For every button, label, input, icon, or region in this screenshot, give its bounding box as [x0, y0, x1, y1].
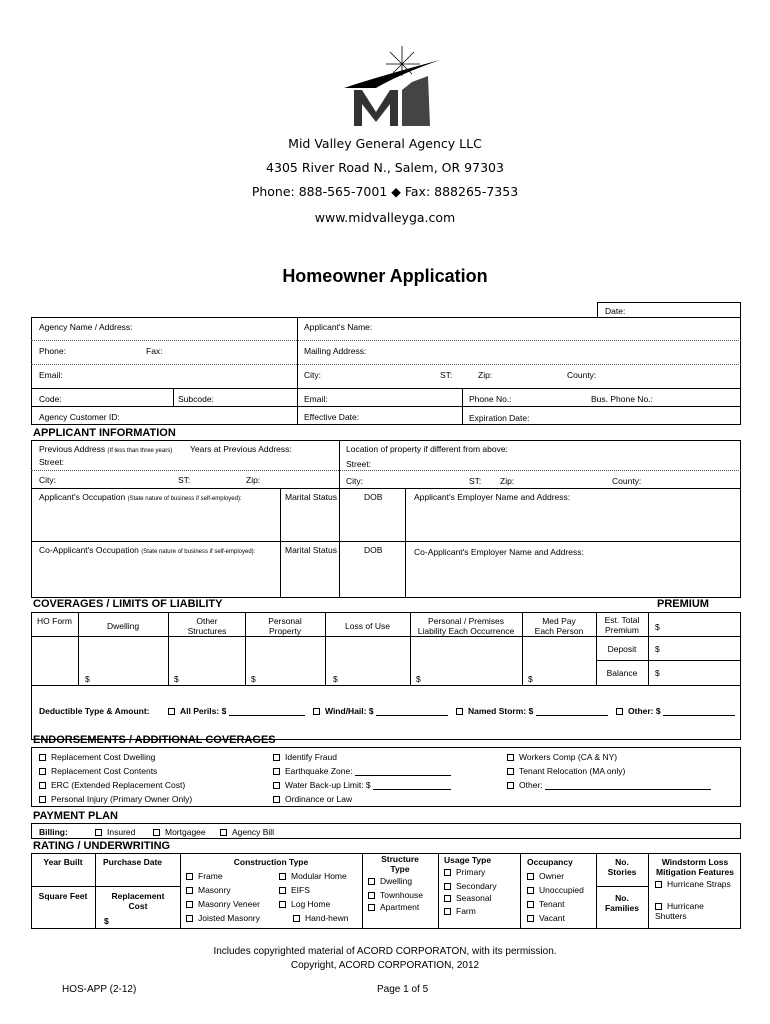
property-zip-label: Zip:: [500, 476, 515, 486]
construction-checkbox[interactable]: [293, 915, 300, 922]
usage-farm[interactable]: Farm: [444, 906, 476, 916]
construction-modular[interactable]: Modular Home: [279, 871, 347, 881]
page-number: Page 1 of 5: [377, 984, 429, 995]
usage-checkbox[interactable]: [444, 895, 451, 902]
occupancy-header: Occupancy: [527, 857, 573, 867]
occupancy-owner[interactable]: Owner: [527, 871, 564, 881]
hurricane-shutters-option[interactable]: Hurricane Shutters: [655, 901, 704, 921]
named-storm-option[interactable]: Named Storm: $: [456, 706, 608, 716]
company-logo: [340, 42, 450, 128]
endorsement-water-backup[interactable]: Water Back-up Limit: $: [273, 780, 451, 790]
endorsement-other[interactable]: Other:: [507, 780, 711, 790]
company-name: Mid Valley General Agency LLC: [288, 136, 482, 151]
construction-log-home[interactable]: Log Home: [279, 899, 330, 909]
billing-mortgagee-checkbox[interactable]: [153, 829, 160, 836]
endorsement-checkbox[interactable]: [273, 768, 280, 775]
replacement-cost-dollar: $: [104, 916, 109, 926]
dwelling-header: Dwelling: [106, 621, 140, 631]
endorsement-checkbox[interactable]: [273, 796, 280, 803]
endorsement-workers-comp[interactable]: Workers Comp (CA & NY): [507, 752, 617, 762]
occupancy-checkbox[interactable]: [527, 901, 534, 908]
construction-hand-hewn[interactable]: Hand-hewn: [293, 913, 348, 923]
structure-checkbox[interactable]: [368, 878, 375, 885]
deductible-label: Deductible Type & Amount:: [39, 706, 150, 716]
billing-mortgagee[interactable]: Mortgagee: [153, 827, 206, 837]
mailing-address-label: Mailing Address:: [304, 346, 367, 356]
med-pay-header: Med Pay Each Person: [534, 616, 584, 636]
company-phone: Phone: 888-565-7001 ◆ Fax: 888265-7353: [251, 184, 519, 199]
structure-checkbox[interactable]: [368, 904, 375, 911]
copyright-line-1: Includes copyrighted material of ACORD CORPORATON, with its permission.: [213, 946, 557, 957]
occupancy-checkbox[interactable]: [527, 915, 534, 922]
billing-agency[interactable]: Agency Bill: [220, 827, 274, 837]
county-label: County:: [567, 370, 597, 380]
phone-no-label: Phone No.:: [469, 394, 512, 404]
structure-apartment[interactable]: Apartment: [368, 902, 419, 912]
applicant-information-heading: APPLICANT INFORMATION: [33, 427, 176, 439]
usage-checkbox[interactable]: [444, 883, 451, 890]
construction-checkbox[interactable]: [279, 901, 286, 908]
construction-masonry[interactable]: Masonry: [186, 885, 231, 895]
construction-checkbox[interactable]: [186, 915, 193, 922]
endorsement-checkbox[interactable]: [273, 754, 280, 761]
subcode-label: Subcode:: [178, 394, 214, 404]
construction-checkbox[interactable]: [186, 901, 193, 908]
usage-seasonal[interactable]: Seasonal: [444, 893, 491, 903]
endorsements-heading: ENDORSEMENTS / ADDITIONAL COVERAGES: [33, 734, 276, 746]
property-street-label: Street:: [346, 459, 372, 469]
construction-checkbox[interactable]: [279, 873, 286, 880]
construction-type-header: Construction Type: [233, 857, 309, 867]
year-built-header: Year Built: [43, 857, 83, 867]
structure-townhouse[interactable]: Townhouse: [368, 890, 423, 900]
occupancy-vacant[interactable]: Vacant: [527, 913, 565, 923]
co-employer-label: Co-Applicant's Employer Name and Address:: [414, 547, 584, 557]
est-premium-dollar: $: [655, 622, 660, 632]
hurricane-straps-checkbox[interactable]: [655, 881, 662, 888]
effective-date-label: Effective Date:: [304, 412, 360, 422]
no-stories-header: No. Stories: [607, 857, 637, 877]
replacement-cost-header: Replacement Cost: [111, 891, 165, 911]
agency-name-label: Agency Name / Address:: [39, 322, 133, 332]
endorsement-replacement-dwelling[interactable]: Replacement Cost Dwelling: [39, 752, 155, 762]
previous-address-label: Previous Address (If less than three years): [39, 444, 173, 454]
city-label: City:: [304, 370, 321, 380]
named-storm-checkbox[interactable]: [456, 708, 463, 715]
state-label: ST:: [440, 370, 453, 380]
balance-dollar: $: [655, 668, 660, 678]
construction-masonry-veneer[interactable]: Masonry Veneer: [186, 899, 260, 909]
payment-plan-heading: PAYMENT PLAN: [33, 810, 118, 822]
property-county-label: County:: [612, 476, 642, 486]
endorsement-earthquake[interactable]: Earthquake Zone:: [273, 766, 451, 776]
agency-fax-label: Fax:: [146, 346, 163, 356]
previous-city-label: City:: [39, 475, 56, 485]
deposit-dollar: $: [655, 644, 660, 654]
previous-zip-label: Zip:: [246, 475, 261, 485]
endorsement-checkbox[interactable]: [39, 782, 46, 789]
all-perils-checkbox[interactable]: [168, 708, 175, 715]
endorsement-checkbox[interactable]: [39, 796, 46, 803]
agency-customer-id-label: Agency Customer ID:: [39, 412, 120, 422]
years-previous-address-label: Years at Previous Address:: [190, 444, 292, 454]
co-applicant-occupation-label: Co-Applicant's Occupation (State nature of business if self-employed):: [39, 545, 256, 555]
hurricane-shutters-checkbox[interactable]: [655, 903, 662, 910]
endorsement-replacement-contents[interactable]: Replacement Cost Contents: [39, 766, 157, 776]
employer-label: Applicant's Employer Name and Address:: [414, 492, 571, 502]
construction-frame[interactable]: Frame: [186, 871, 223, 881]
construction-checkbox[interactable]: [186, 887, 193, 894]
loss-of-use-header: Loss of Use: [345, 621, 390, 631]
endorsement-ordinance[interactable]: Ordinance or Law: [273, 794, 352, 804]
est-total-premium-header: Est. Total Premium: [604, 615, 640, 635]
loss-of-use-dollar: $: [333, 674, 338, 684]
wind-hail-option[interactable]: Wind/Hail: $: [313, 706, 448, 716]
med-pay-dollar: $: [528, 674, 533, 684]
applicant-name-label: Applicant's Name:: [304, 322, 373, 332]
construction-eifs[interactable]: EIFS: [279, 885, 310, 895]
billing-label: Billing:: [39, 827, 68, 837]
no-families-header: No. Families: [604, 893, 640, 913]
structure-type-header: Structure Type: [381, 854, 419, 874]
endorsement-identify-fraud[interactable]: Identify Fraud: [273, 752, 337, 762]
dwelling-dollar: $: [85, 674, 90, 684]
form-id: HOS-APP (2-12): [62, 984, 137, 995]
marital-status-label: Marital Status: [285, 492, 337, 502]
other-structures-dollar: $: [174, 674, 179, 684]
endorsement-personal-injury[interactable]: Personal Injury (Primary Owner Only): [39, 794, 192, 804]
occupancy-checkbox[interactable]: [527, 873, 534, 880]
rating-heading: RATING / UNDERWRITING: [33, 840, 171, 852]
endorsement-checkbox[interactable]: [39, 768, 46, 775]
co-dob-label: DOB: [364, 545, 383, 555]
code-label: Code:: [39, 394, 62, 404]
occupancy-checkbox[interactable]: [527, 887, 534, 894]
other-deductible-checkbox[interactable]: [616, 708, 623, 715]
construction-joisted-masonry[interactable]: Joisted Masonry: [186, 913, 260, 923]
endorsement-erc[interactable]: ERC (Extended Replacement Cost): [39, 780, 185, 790]
occupancy-unoccupied[interactable]: Unoccupied: [527, 885, 584, 895]
construction-checkbox[interactable]: [279, 887, 286, 894]
applicant-occupation-label: Applicant's Occupation (State nature of business if self-employed):: [39, 492, 242, 502]
usage-secondary[interactable]: Secondary: [444, 881, 497, 891]
property-state-label: ST:: [469, 476, 482, 486]
billing-insured-checkbox[interactable]: [95, 829, 102, 836]
dob-label: DOB: [364, 492, 383, 502]
previous-state-label: ST:: [178, 475, 191, 485]
endorsement-tenant-relocation[interactable]: Tenant Relocation (MA only): [507, 766, 625, 776]
co-marital-status-label: Marital Status: [285, 545, 337, 555]
agency-phone-label: Phone:: [39, 346, 66, 356]
billing-agency-checkbox[interactable]: [220, 829, 227, 836]
endorsement-checkbox[interactable]: [273, 782, 280, 789]
page-title: Homeowner Application: [282, 266, 488, 286]
occupancy-tenant[interactable]: Tenant: [527, 899, 565, 909]
usage-primary[interactable]: Primary: [444, 867, 485, 877]
zip-label: Zip:: [478, 370, 493, 380]
property-location-label: Location of property if different from above:: [346, 444, 508, 454]
payment-plan-row: [31, 823, 741, 839]
usage-type-header: Usage Type: [444, 855, 492, 865]
coverages-heading: COVERAGES / LIMITS OF LIABILITY: [33, 598, 223, 610]
agency-email-label: Email:: [39, 370, 63, 380]
construction-checkbox[interactable]: [186, 873, 193, 880]
structure-checkbox[interactable]: [368, 892, 375, 899]
endorsement-checkbox[interactable]: [507, 768, 514, 775]
other-deductible-option[interactable]: Other: $: [616, 706, 735, 716]
agency-applicant-grid: [31, 317, 741, 425]
endorsement-checkbox[interactable]: [507, 782, 514, 789]
billing-insured[interactable]: Insured: [95, 827, 135, 837]
personal-property-dollar: $: [251, 674, 256, 684]
endorsement-checkbox[interactable]: [507, 754, 514, 761]
endorsement-checkbox[interactable]: [39, 754, 46, 761]
copyright-line-2: Copyright, ACORD CORPORATION, 2012: [290, 960, 480, 971]
all-perils-option[interactable]: All Perils: $: [168, 706, 305, 716]
ho-form-header: HO Form: [37, 616, 72, 626]
structure-dwelling[interactable]: Dwelling: [368, 876, 412, 886]
premises-liability-dollar: $: [416, 674, 421, 684]
property-city-label: City:: [346, 476, 363, 486]
purchase-date-header: Purchase Date: [102, 857, 163, 867]
wind-hail-checkbox[interactable]: [313, 708, 320, 715]
personal-property-header: Personal Property: [268, 616, 302, 636]
date-label: Date:: [605, 306, 626, 316]
company-website: www.midvalleyga.com: [314, 210, 456, 225]
applicant-email-label: Email:: [304, 394, 328, 404]
square-feet-header: Square Feet: [38, 891, 88, 901]
usage-checkbox[interactable]: [444, 908, 451, 915]
usage-checkbox[interactable]: [444, 869, 451, 876]
premises-liability-header: Personal / Premises Liability Each Occurrence: [417, 616, 515, 636]
applicant-information-grid: [31, 440, 741, 598]
hurricane-straps-option[interactable]: Hurricane Straps: [655, 879, 735, 889]
premium-heading: PREMIUM: [657, 598, 709, 610]
bus-phone-label: Bus. Phone No.:: [591, 394, 653, 404]
balance-label: Balance: [606, 668, 638, 678]
previous-street-label: Street:: [39, 457, 65, 467]
expiration-date-label: Expiration Date:: [469, 413, 530, 423]
company-address: 4305 River Road N., Salem, OR 97303: [266, 160, 504, 175]
other-structures-header: Other Structures: [187, 616, 227, 636]
deposit-label: Deposit: [607, 644, 637, 654]
windstorm-header: Windstorm Loss Mitigation Features: [656, 857, 734, 877]
